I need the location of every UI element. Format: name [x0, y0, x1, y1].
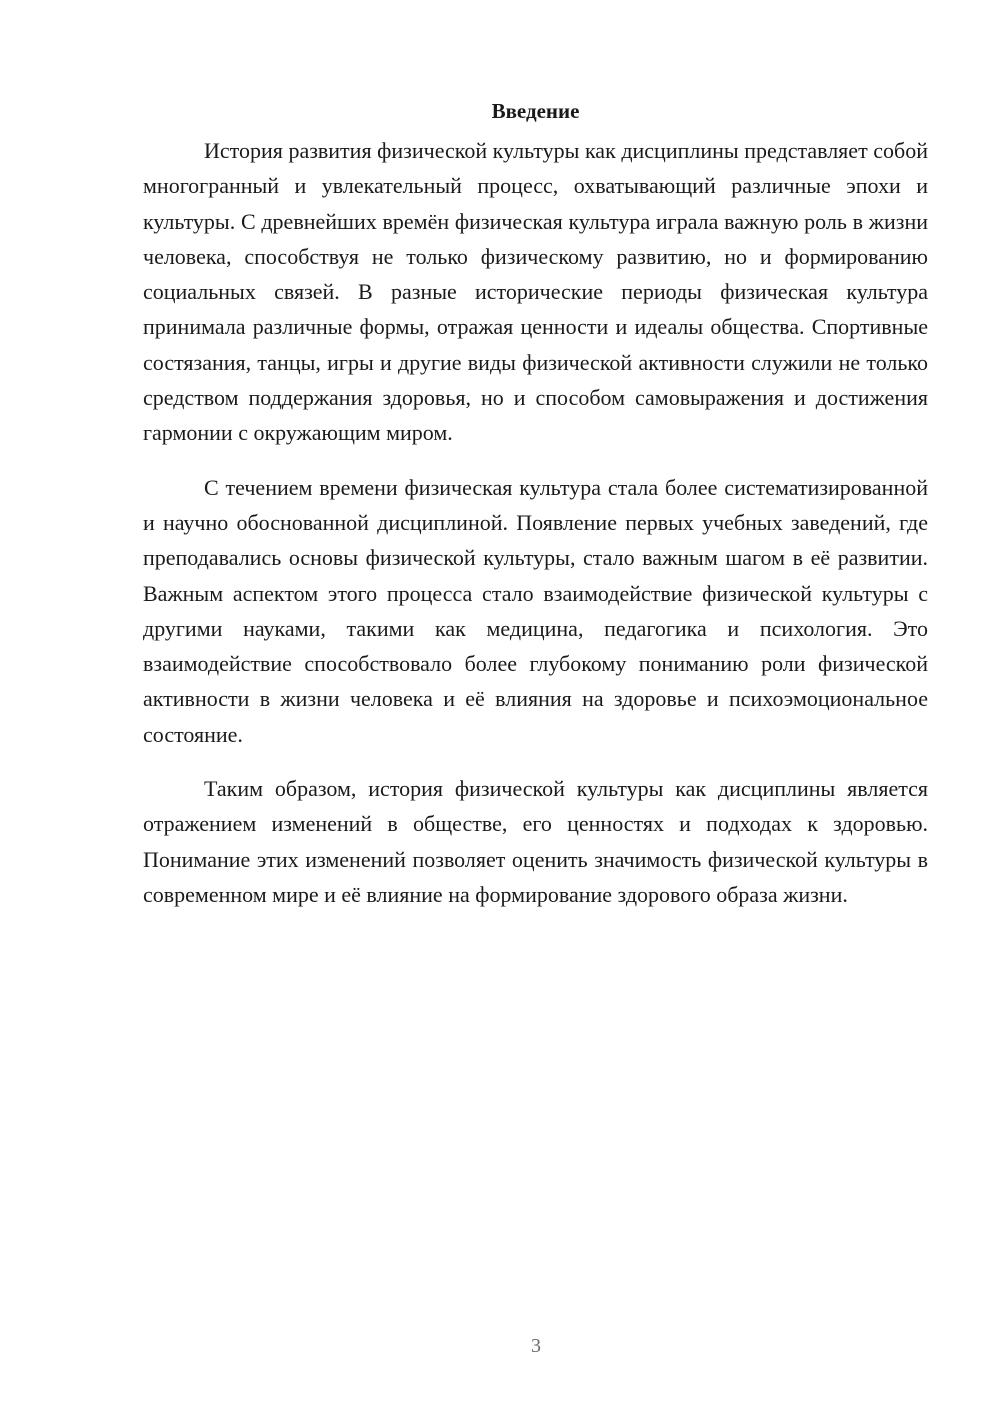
paragraph-2: С течением времени физическая культура стала более систематизированной и научно обоснованной дисциплиной. Появление первых учебных заведений, где преподавались основы физической культуры, стало важным шагом в её развитии. Важным аспектом этого процесса стало взаимодействие физической культуры с другими науками, такими как медицина, педагогика и психология. Это взаимодействие способствовало более глубокому пониманию роли физической активности в жизни человека и её влияния на здоровье и психоэмоциональное состояние. — [143, 474, 928, 747]
paragraph-3: Таким образом, история физической культуры как дисциплины является отражением изменений в обществе, его ценностях и подходах к здоровью. Понимание этих изменений позволяет оценить значимость физической культуры в современном мире и её влияние на формирование здорового образа жизни. — [143, 776, 928, 907]
paragraph-1: История развития физической культуры как дисциплины представляет собой многогранный и увлекательный процесс, охватывающий различные эпохи и культуры. С древнейших времён физическая культура играла важную роль в жизни человека, способствуя не только физическому развитию, но и формированию социальных связей. В разные исторические периоды физическая культура принимала различные формы, отражая ценности и идеалы общества. Спортивные состязания, танцы, игры и другие виды физической активности служили не только средством поддержания здоровья, но и способом самовыражения и достижения гармонии с окружающим миром. — [143, 138, 928, 446]
section-heading: Введение — [491, 99, 580, 123]
page-content — [143, 96, 928, 912]
page-number: 3 — [531, 1335, 541, 1357]
